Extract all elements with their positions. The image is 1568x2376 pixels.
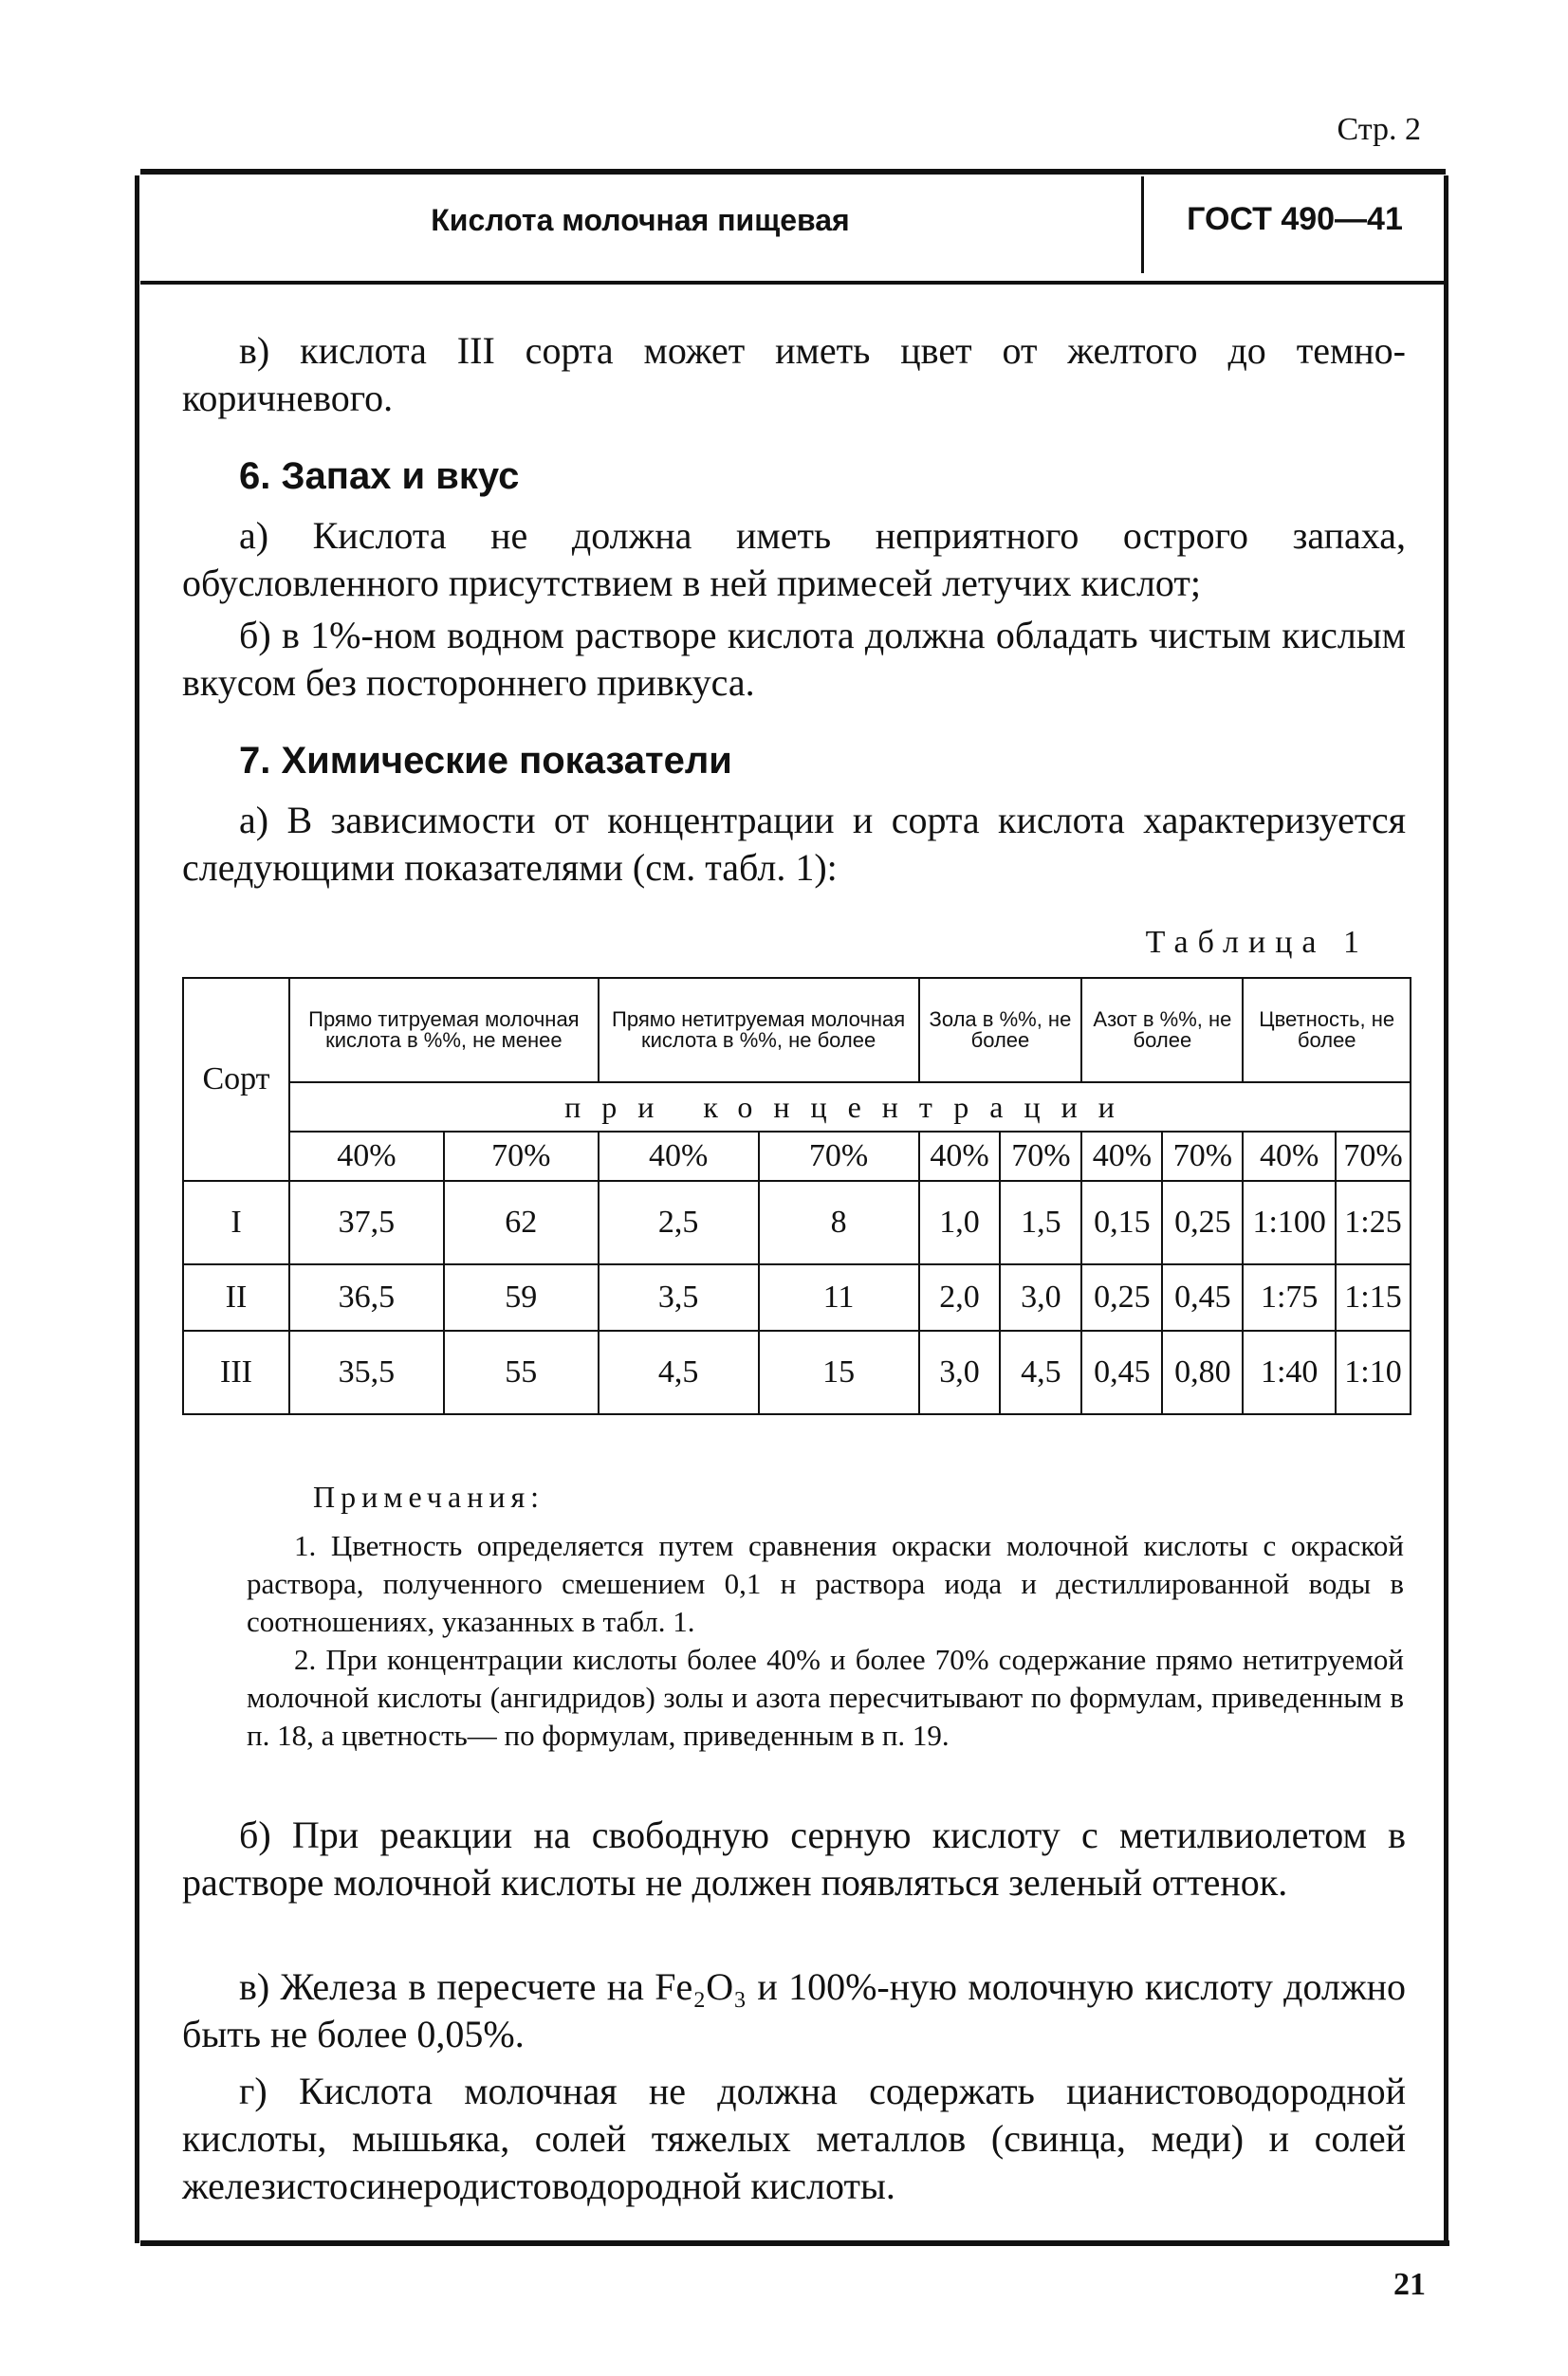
table-cell: 8 <box>759 1181 919 1264</box>
sub-header: 40% <box>919 1132 1001 1181</box>
paragraph-7a: а) В зависимости от концентрации и сорта кислота характеризуется следующими показателями (см. табл. 1): <box>182 799 1406 889</box>
table-row <box>183 1181 1411 1264</box>
col-header: Цветность, не более <box>1243 978 1411 1082</box>
header-divider <box>1141 176 1144 273</box>
notes-title: Примечания: <box>313 1480 545 1514</box>
table-cell: 0,80 <box>1162 1331 1243 1414</box>
col-header: Прямо титруемая молочная кислота в %%, не менее <box>289 978 599 1082</box>
table-cell: 2,0 <box>919 1264 1001 1331</box>
concentration-header: при концентрации <box>289 1082 1411 1132</box>
table-caption: Таблица 1 <box>1145 925 1369 960</box>
table-cell: 0,15 <box>1081 1181 1162 1264</box>
table-cell: 3,0 <box>919 1331 1001 1414</box>
paragraph-7b: б) При реакции на свободную серную кислоту с метилвиолетом в растворе молочной кислоты не должен появляться зеленый оттенок. <box>182 1814 1406 1904</box>
section-7-heading: 7. Химические показатели <box>239 740 732 782</box>
table-cell: 2,5 <box>599 1181 759 1264</box>
table-cell: 0,45 <box>1162 1264 1243 1331</box>
table-cell: 59 <box>444 1264 599 1331</box>
table-row <box>183 1264 1411 1331</box>
header-bottom-rule <box>140 281 1446 285</box>
table-cell: 1:25 <box>1336 1181 1411 1264</box>
table-cell: 35,5 <box>289 1331 444 1414</box>
table-cell: 55 <box>444 1331 599 1414</box>
chemical-indicators-table <box>182 977 1411 1415</box>
sub-header: 40% <box>1243 1132 1336 1181</box>
frame-bottom-rule <box>140 2240 1449 2246</box>
note-2: 2. При концентрации кислоты более 40% и более 70% содержание прямо нетитруемой молочной кислоты (ангидридов) золы и азота пересчитывают по формулам, приведенным в п. 18, а цветность— по формулам, приведенным в п. 19. <box>247 1643 1404 1752</box>
paragraph-7g: г) Кислота молочная не должна содержать цианистоводородной кислоты, мышьяка, солей тяжелых металлов (свинца, меди) и солей железистосинеродистоводородной кислоты. <box>182 2070 1406 2207</box>
table-cell: 11 <box>759 1264 919 1331</box>
table-cell: 0,25 <box>1081 1264 1162 1331</box>
table-cell: 1:75 <box>1243 1264 1336 1331</box>
table-cell: 1,0 <box>919 1181 1001 1264</box>
paragraph-5v: в) кислота III сорта может иметь цвет от желтого до темно-коричневого. <box>182 329 1406 419</box>
document-title: Кислота молочная пищевая <box>431 203 850 237</box>
col-header: Азот в %%, не более <box>1081 978 1243 1082</box>
table-cell: 1:10 <box>1336 1331 1411 1414</box>
standard-number: ГОСТ 490—41 <box>1187 201 1403 237</box>
paragraph-7v: в) Железа в пересчете на Fe₂O₃ и 100%-ную молочную кислоту должно быть не более 0,05%. <box>182 1965 1406 2055</box>
table-cell: 1:15 <box>1336 1264 1411 1331</box>
page-label: Стр. 2 <box>1337 112 1421 147</box>
table-cell: 0,45 <box>1081 1331 1162 1414</box>
sub-header: 70% <box>759 1132 919 1181</box>
sub-header: 70% <box>1000 1132 1081 1181</box>
frame-left-rule <box>135 175 139 2243</box>
table-cell: 1:100 <box>1243 1181 1336 1264</box>
note-1: 1. Цветность определяется путем сравнения окраски молочной кислоты с окраской раствора, полученного смешением 0,1 н раствора иода и дестиллированной воды в соотношениях, указанных в табл. 1. <box>247 1529 1404 1638</box>
sort-cell: III <box>183 1331 289 1414</box>
table-cell: 1:40 <box>1243 1331 1336 1414</box>
table-cell: 1,5 <box>1000 1181 1081 1264</box>
table-row <box>183 1331 1411 1414</box>
table-cell: 37,5 <box>289 1181 444 1264</box>
sub-header: 70% <box>1336 1132 1411 1181</box>
table-cell: 3,0 <box>1000 1264 1081 1331</box>
col-header: Зола в %%, не более <box>919 978 1082 1082</box>
sub-header: 40% <box>1081 1132 1162 1181</box>
sort-cell: II <box>183 1264 289 1331</box>
table-cell: 62 <box>444 1181 599 1264</box>
table-cell: 4,5 <box>1000 1331 1081 1414</box>
frame-right-rule <box>1444 175 1448 2243</box>
sub-header: 70% <box>1162 1132 1243 1181</box>
sort-header: Сорт <box>183 978 289 1181</box>
frame-top-rule <box>140 169 1446 175</box>
paragraph-6b: б) в 1%-ном водном растворе кислота должна обладать чистым кислым вкусом без постороннего привкуса. <box>182 614 1406 704</box>
table-cell: 36,5 <box>289 1264 444 1331</box>
section-6-heading: 6. Запах и вкус <box>239 455 520 497</box>
table-cell: 15 <box>759 1331 919 1414</box>
sub-header: 70% <box>444 1132 599 1181</box>
table-cell: 3,5 <box>599 1264 759 1331</box>
sub-header: 40% <box>289 1132 444 1181</box>
sub-header: 40% <box>599 1132 759 1181</box>
table-cell: 0,25 <box>1162 1181 1243 1264</box>
col-header: Прямо нетитруемая молочная кислота в %%, не более <box>599 978 919 1082</box>
table-cell: 4,5 <box>599 1331 759 1414</box>
page-number: 21 <box>1393 2267 1426 2302</box>
paragraph-6a: а) Кислота не должна иметь неприятного острого запаха, обусловленного присутствием в ней примесей летучих кислот; <box>182 514 1406 604</box>
sort-cell: I <box>183 1181 289 1264</box>
